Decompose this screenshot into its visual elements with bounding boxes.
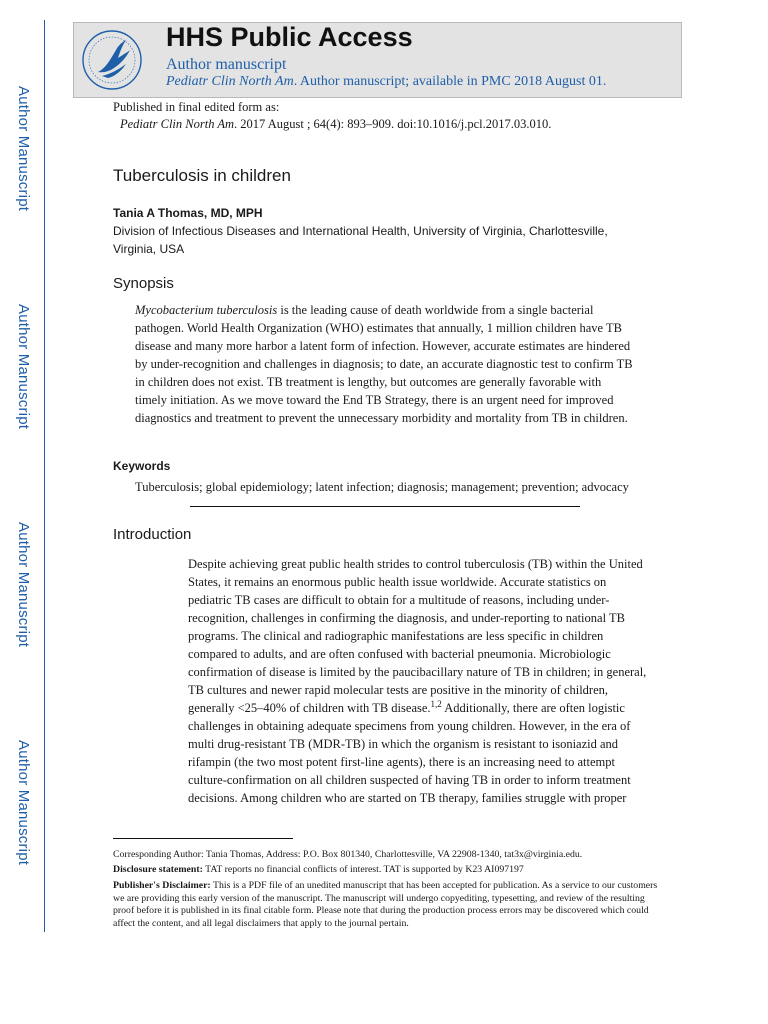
introduction-text bbox=[188, 555, 651, 807]
header-subtitle: Author manuscript bbox=[166, 56, 287, 73]
citation-journal: Pediatr Clin North Am bbox=[120, 117, 235, 131]
author-name: Tania A Thomas, MD, MPH bbox=[113, 206, 263, 220]
synopsis-body: is the leading cause of death worldwide from a single bacterial pathogen. World Health Organization (WHO) estimates that annually, 1 million children have TB disease and many more harbor a latent form of infection. However, accurate estimates are hindered by under-recognition and challenges in diagnosis; to date, an accurate diagnostic test to confirm TB in children does not exist. TB treatment is lengthy, but outcomes are generally favorable with timely initiation. As we move toward the End TB Strategy, there is an urgent need for improved diagnostics and treatment to prevent the unnecessary morbidity and mortality from TB in children. bbox=[135, 303, 633, 425]
intro-citation: 1,2 bbox=[430, 698, 442, 709]
footnote-disclosure bbox=[113, 864, 658, 877]
keywords-heading: Keywords bbox=[113, 459, 171, 473]
author-affiliation: Division of Infectious Diseases and International Health, University of Virginia, Charlottesville, Virginia, USA bbox=[113, 224, 608, 256]
header-journal-abbrev: Pediatr Clin North Am bbox=[166, 74, 294, 89]
footnote-corresponding: Corresponding Author: Tania Thomas, Address: P.O. Box 801340, Charlottesville, VA 22908-1340, tat3x@virginia.edu. bbox=[113, 849, 583, 860]
intro-body-2: Additionally, there are often logistic challenges in obtaining adequate specimens from young children. However, in the era of multi drug-resistant TB (MDR-TB) in which the organism is resistant to isoniazid and rifampin (the two most potent first-line agents), there is an increasing need to attempt culture-confirmation on all children suspected of having TB in order to inform treatment decisions. Among children who are started on TB therapy, families struggle with proper bbox=[188, 701, 631, 805]
synopsis-text bbox=[135, 301, 635, 427]
footnote-disclaimer bbox=[113, 880, 658, 930]
keywords-text: Tuberculosis; global epidemiology; latent infection; diagnosis; management; prevention; advocacy bbox=[135, 480, 629, 494]
synopsis-organism: Mycobacterium tuberculosis bbox=[135, 303, 278, 317]
citation-details: . 2017 August ; 64(4): 893–909. doi:10.1016/j.pcl.2017.03.010. bbox=[234, 117, 552, 131]
header-title: HHS Public Access bbox=[166, 22, 413, 52]
disclosure-label: Disclosure statement: bbox=[113, 864, 203, 875]
disclosure-text: TAT reports no financial conflicts of interest. TAT is supported by K23 AI097197 bbox=[202, 864, 524, 875]
published-label: Published in final edited form as: bbox=[113, 100, 280, 114]
introduction-heading: Introduction bbox=[113, 526, 192, 543]
synopsis-heading: Synopsis bbox=[113, 275, 174, 292]
hhs-eagle-logo-icon bbox=[80, 24, 144, 94]
sidebar-divider bbox=[44, 20, 45, 932]
keywords-divider bbox=[190, 506, 580, 507]
disclaimer-label: Publisher's Disclaimer: bbox=[113, 880, 211, 891]
header-journal-line bbox=[166, 74, 606, 90]
footnote-divider bbox=[113, 838, 293, 839]
intro-body-1: Despite achieving great public health strides to control tuberculosis (TB) within the United States, it remains an enormous public health issue worldwide. Accurate statistics on pediatric TB cases are difficult to obtain for a multitude of reasons, including under-recognition, challenges in confirming the diagnosis, and under-reporting to national TB programs. The clinical and radiographic manifestations are less specific in children compared to adults, and are often confused with bacterial pneumonia. Microbiologic confirmation of disease is limited by the paucibacillary nature of TB in children; in general, TB cultures and newer rapid molecular tests are positive in the minority of children, generally <25–40% of children with TB disease. bbox=[188, 557, 647, 715]
citation bbox=[120, 117, 551, 132]
disclaimer-text: This is a PDF file of an unedited manuscript that has been accepted for publication. As a service to our customers we are providing this early version of the manuscript. The manuscript will undergo copyediting, typesetting, and review of the resulting proof before it is published in its final citable form. Please note that during the production process errors may be discovered which could affect the content, and all legal disclaimers that apply to the journal pertain. bbox=[113, 880, 658, 929]
header-availability: . Author manuscript; available in PMC 2018 August 01. bbox=[293, 74, 607, 89]
article-title: Tuberculosis in children bbox=[113, 166, 291, 185]
